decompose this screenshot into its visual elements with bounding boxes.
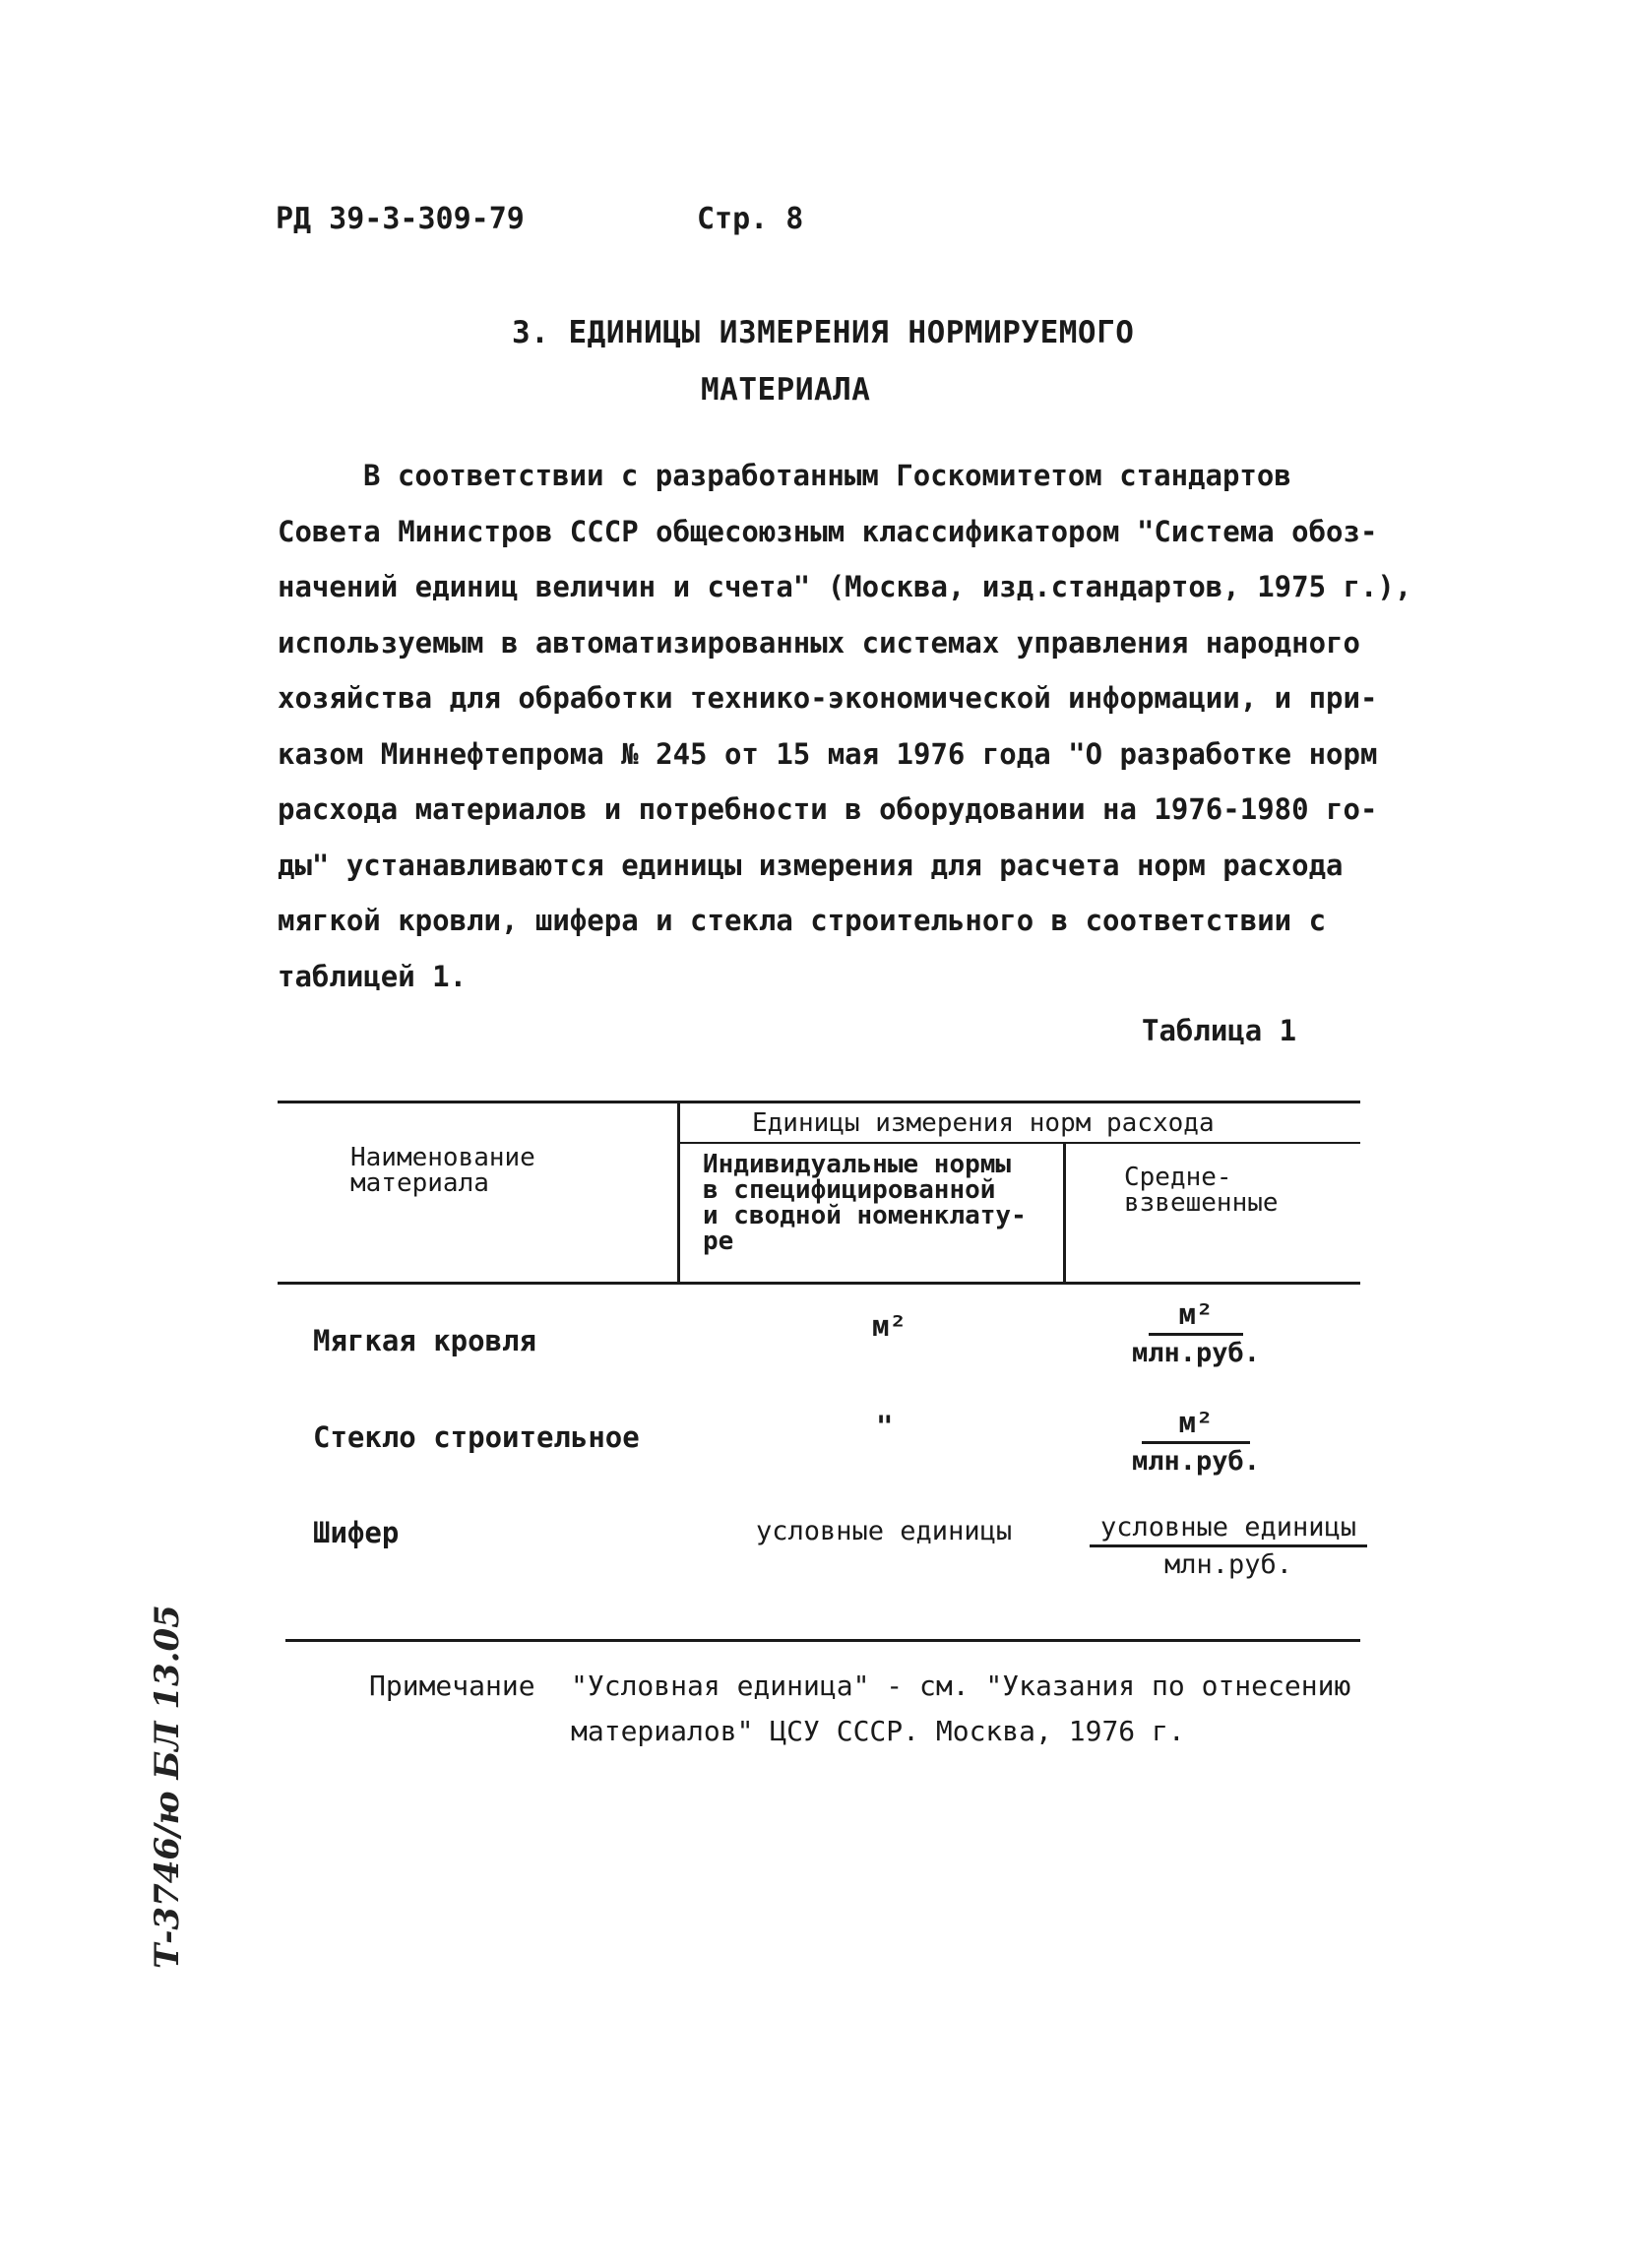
table-bottom-rule: [285, 1639, 1360, 1642]
body-line: хозяйства для обработки технико-экономической информации, и при-: [278, 681, 1378, 715]
table-top-rule: [278, 1101, 1360, 1103]
col-header-individual: Индивидуальные нормы в специфицированной и сводной номенклату- ре: [703, 1150, 1027, 1256]
body-line: используемым в автоматизированных системах управления народного: [278, 625, 1360, 660]
table-caption: Таблица 1: [1142, 1014, 1297, 1047]
group-header-rule: [677, 1142, 1360, 1144]
body-line: мягкой кровли, шифера и стекла строительного в соответствии с: [278, 904, 1327, 937]
body-line: В соответствии с разработанным Госкомитетом стандартов: [363, 459, 1291, 492]
note-line1: "Условная единица" - см. "Указания по отнесению: [571, 1670, 1351, 1702]
section-title-line1: 3. ЕДИНИЦЫ ИЗМЕРЕНИЯ НОРМИРУЕМОГО: [512, 315, 1135, 350]
document-code: РД 39-3-309-79: [276, 202, 525, 236]
table-row-name: Стекло строительное: [313, 1420, 640, 1454]
page-number: Стр. 8: [697, 202, 804, 236]
body-line: расхода материалов и потребности в оборудовании на 1976-1980 го-: [278, 792, 1378, 826]
margin-annotation: Т-3746/ю БЛ 13.05: [148, 1605, 187, 1969]
table-row-individual: м²: [872, 1309, 907, 1343]
table-row-name: Мягкая кровля: [313, 1324, 536, 1357]
group-header: Единицы измерения норм расхода: [752, 1108, 1215, 1138]
note-label: Примечание: [369, 1670, 535, 1702]
table-row-individual: условные единицы: [756, 1516, 1013, 1546]
body-line: казом Миннефтепрома № 245 от 15 мая 1976 года "О разработке норм: [278, 736, 1378, 771]
table-row-weighted: м² млн.руб.: [1132, 1297, 1261, 1368]
body-line: ды" устанавливаются единицы измерения для расчета норм расхода: [278, 848, 1344, 882]
column-divider: [1063, 1144, 1066, 1282]
table-row-weighted: м² млн.руб.: [1132, 1406, 1261, 1477]
table-row-name: Шифер: [313, 1516, 400, 1549]
column-divider: [677, 1102, 680, 1282]
header-bottom-rule: [278, 1282, 1360, 1285]
col-header-weighted: Средне- взвешенные: [1124, 1163, 1279, 1218]
section-title-line2: МАТЕРИАЛА: [701, 372, 871, 408]
body-line: таблицей 1.: [278, 959, 468, 993]
body-line: Совета Министров СССР общесоюзным классификатором "Система обоз-: [278, 514, 1378, 548]
table-row-weighted: условные единицы млн.руб.: [1081, 1512, 1376, 1580]
body-paragraph: [278, 448, 1419, 1004]
table-row-individual: ": [876, 1410, 894, 1443]
body-line: начений единиц величин и счета" (Москва, изд.стандартов, 1975 г.),: [278, 570, 1412, 603]
col-header-material: Наименование материала: [350, 1143, 535, 1198]
note-line2: материалов" ЦСУ СССР. Москва, 1976 г.: [571, 1715, 1185, 1747]
